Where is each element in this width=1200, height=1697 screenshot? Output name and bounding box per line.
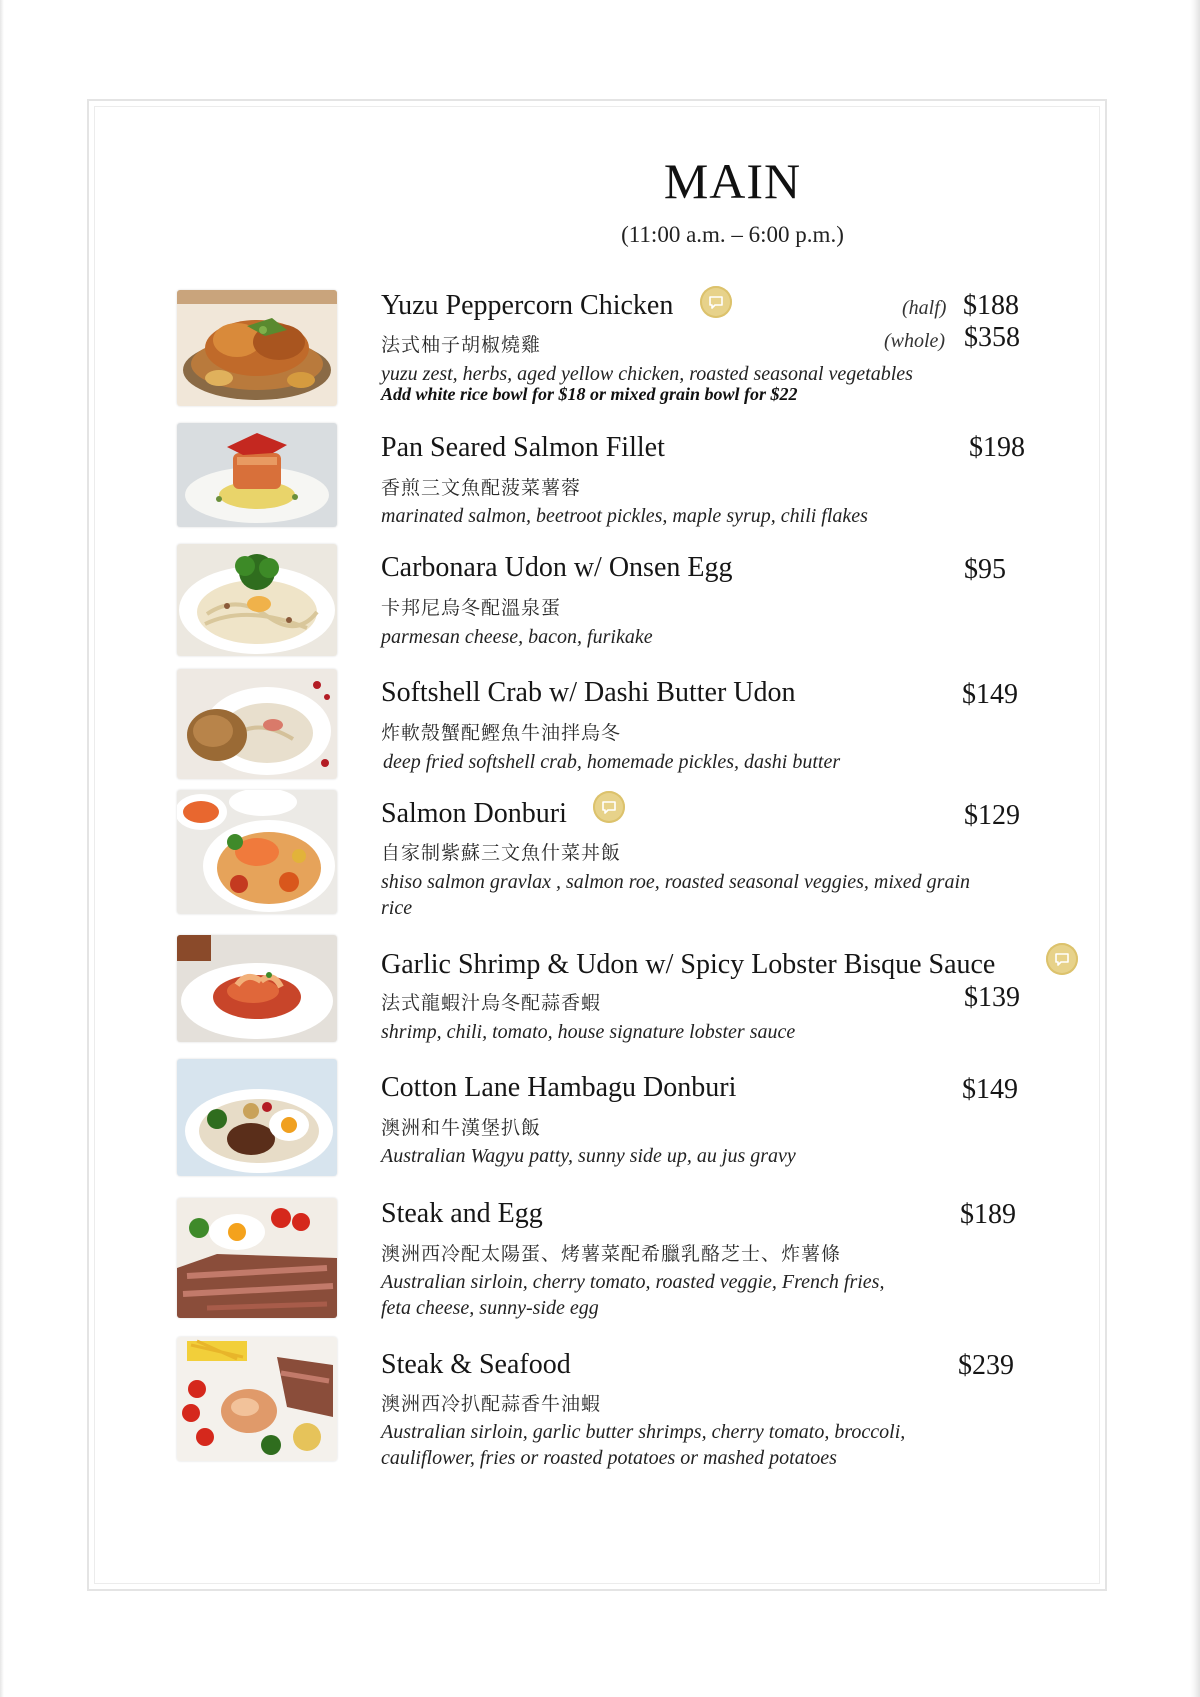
item-description: parmesan cheese, bacon, furikake bbox=[381, 626, 653, 648]
chat-bubble-icon bbox=[1046, 943, 1078, 975]
page-edge-right bbox=[1190, 0, 1200, 1697]
item-name-chinese: 法式龍蝦汁烏冬配蒜香蝦 bbox=[381, 992, 602, 1014]
portion-half-label: (half) bbox=[902, 297, 947, 319]
price-whole: $358 bbox=[964, 322, 1020, 353]
item-price: $129 bbox=[964, 800, 1020, 831]
menu-title: MAIN bbox=[663, 153, 802, 209]
item-name: Garlic Shrimp & Udon w/ Spicy Lobster Bisque Sauce bbox=[381, 949, 996, 980]
item-name: Salmon Donburi bbox=[381, 798, 567, 829]
chat-bubble-icon bbox=[700, 286, 732, 318]
item-price: $149 bbox=[962, 679, 1018, 710]
price-half: $188 bbox=[963, 290, 1019, 321]
page-edge-left bbox=[0, 0, 4, 1697]
item-name-chinese: 法式柚子胡椒燒雞 bbox=[381, 334, 542, 356]
item-name: Yuzu Peppercorn Chicken bbox=[381, 290, 674, 321]
item-price: $139 bbox=[964, 982, 1020, 1013]
roast-chicken-photo bbox=[177, 290, 337, 406]
menu-hours: (11:00 a.m. – 6:00 p.m.) bbox=[621, 222, 844, 247]
salmon-donburi-photo bbox=[177, 790, 337, 914]
item-description: Australian sirloin, cherry tomato, roasted veggie, French fries, feta cheese, sunny-side egg bbox=[381, 1271, 885, 1319]
item-name-chinese: 澳洲西冷配太陽蛋、烤薯菜配希臘乳酪芝士、炸薯條 bbox=[381, 1243, 842, 1265]
item-description: shrimp, chili, tomato, house signature lobster sauce bbox=[381, 1021, 796, 1043]
steak-and-seafood-photo bbox=[177, 1337, 337, 1461]
item-add-on-note: Add white rice bowl for $18 or mixed grain bowl for $22 bbox=[381, 384, 798, 404]
item-description: Australian Wagyu patty, sunny side up, au jus gravy bbox=[381, 1145, 796, 1167]
item-name-chinese: 卡邦尼烏冬配溫泉蛋 bbox=[381, 597, 562, 619]
item-name-chinese: 澳洲和牛漢堡扒飯 bbox=[381, 1117, 542, 1139]
item-description: Australian sirloin, garlic butter shrimps, cherry tomato, broccoli, cauliflower, fries or roasted potatoes or mashed potatoes bbox=[381, 1421, 906, 1469]
item-name: Steak and Egg bbox=[381, 1198, 543, 1229]
hambagu-donburi-photo bbox=[177, 1059, 337, 1176]
item-description: marinated salmon, beetroot pickles, maple syrup, chili flakes bbox=[381, 505, 868, 527]
item-description: deep fried softshell crab, homemade pickles, dashi butter bbox=[383, 751, 841, 773]
item-name-chinese: 香煎三文魚配菠菜薯蓉 bbox=[381, 477, 582, 499]
softshell-crab-udon-photo bbox=[177, 669, 337, 779]
item-price: $239 bbox=[958, 1350, 1014, 1381]
carbonara-udon-photo bbox=[177, 544, 337, 656]
item-price: $189 bbox=[960, 1199, 1016, 1230]
garlic-shrimp-udon-photo bbox=[177, 935, 337, 1042]
item-price: $149 bbox=[962, 1074, 1018, 1105]
item-name: Steak & Seafood bbox=[381, 1349, 571, 1380]
item-name: Carbonara Udon w/ Onsen Egg bbox=[381, 552, 733, 583]
chat-bubble-icon bbox=[593, 791, 625, 823]
item-name-chinese: 自家制紫蘇三文魚什菜丼飯 bbox=[381, 842, 622, 864]
item-price: $95 bbox=[964, 554, 1006, 585]
item-name: Pan Seared Salmon Fillet bbox=[381, 432, 665, 463]
portion-whole-label: (whole) bbox=[884, 330, 946, 352]
item-description: shiso salmon gravlax , salmon roe, roasted seasonal veggies, mixed grain rice bbox=[381, 871, 971, 919]
item-name-chinese: 澳洲西冷扒配蒜香牛油蝦 bbox=[381, 1393, 602, 1415]
item-name-chinese: 炸軟殼蟹配鰹魚牛油拌烏冬 bbox=[381, 722, 622, 744]
item-price: $198 bbox=[969, 432, 1025, 463]
salmon-fillet-photo bbox=[177, 423, 337, 527]
item-name: Softshell Crab w/ Dashi Butter Udon bbox=[381, 677, 796, 708]
item-name: Cotton Lane Hambagu Donburi bbox=[381, 1072, 737, 1103]
steak-and-egg-photo bbox=[177, 1198, 337, 1318]
item-description: yuzu zest, herbs, aged yellow chicken, roasted seasonal vegetables bbox=[381, 363, 913, 385]
